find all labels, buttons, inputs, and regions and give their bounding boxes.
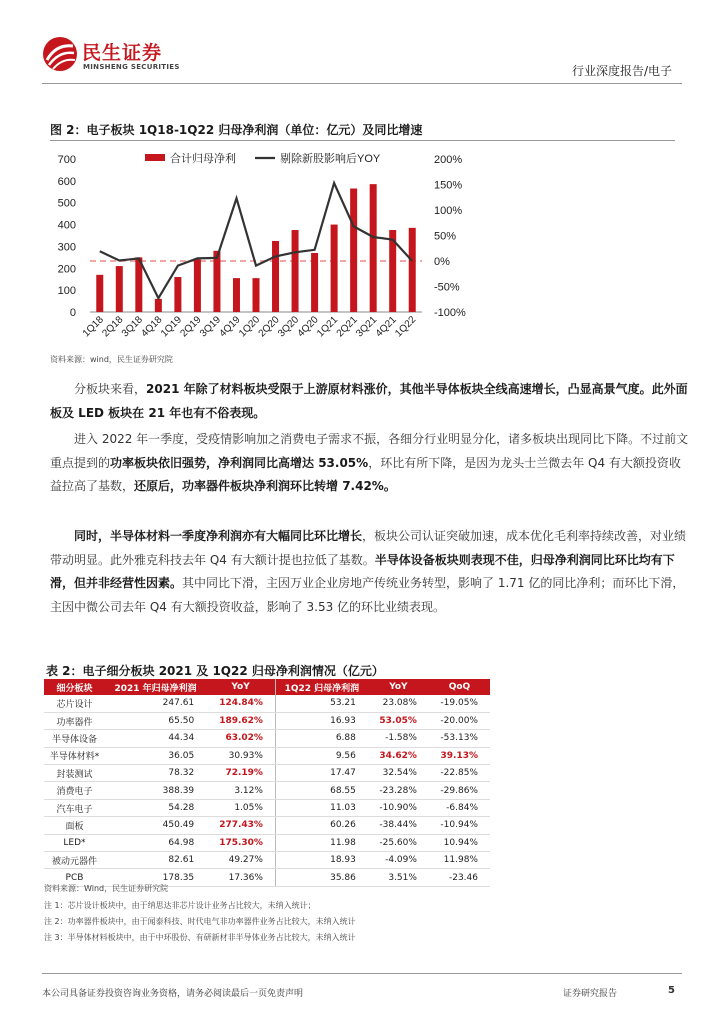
footer-label: 证券研究报告 xyxy=(563,989,618,999)
table-row xyxy=(44,765,490,782)
table-cell: -29.86% xyxy=(429,782,490,799)
table-cell: -4.09% xyxy=(368,852,429,869)
x-tick-label: 1Q22 xyxy=(393,314,419,340)
paragraph-run: 半导体设备板块则表现不佳，归母净利润同比环比均有下滑，但并非经营性因素。 xyxy=(50,552,675,590)
x-tick-label: 2Q20 xyxy=(256,314,282,340)
table-cell: 半导体材料* xyxy=(44,747,105,764)
right-axis-tick-label: 100% xyxy=(434,205,463,217)
logo-text-en: MINSHENG SECURITIES xyxy=(83,63,180,71)
table-cell: 11.03 xyxy=(275,799,367,816)
paragraph-run: 2021 年除了材料板块受限于上游原材料涨价，其他半导体板块全线高速增长，凸显高景气度。此外面板及 LED 板块在 21 年也有不俗表现。 xyxy=(50,382,688,420)
bar-4Q20 xyxy=(311,253,318,312)
table-cell: -23.46 xyxy=(429,869,490,886)
th-segment: 细分板块 xyxy=(44,679,105,695)
table-cell: 124.84% xyxy=(206,695,275,712)
paragraph-3 xyxy=(50,525,690,619)
table-cell: -19.05% xyxy=(429,695,490,712)
table-cell: 54.28 xyxy=(105,799,206,816)
table-cell: 175.30% xyxy=(206,834,275,851)
table-cell: 32.54% xyxy=(368,765,429,782)
table-cell: 汽车电子 xyxy=(44,799,105,816)
table-cell: 63.02% xyxy=(206,730,275,747)
table-cell: 53.21 xyxy=(275,695,367,712)
table-cell: -25.60% xyxy=(368,834,429,851)
profit-table xyxy=(44,679,490,887)
table-cell: 17.36% xyxy=(206,869,275,886)
paragraph-run: 功率板块依旧强势，净利润同比高增达 53.05% xyxy=(110,455,369,470)
left-axis-tick-label: 200 xyxy=(57,263,76,276)
th-profit-1q22: 1Q22 归母净利润 xyxy=(275,679,367,695)
profit-chart xyxy=(50,148,480,348)
table-cell: 53.05% xyxy=(368,712,429,729)
table-note-3: 注 3：半导体材料板块中，由于中环股份、有研新材非半导体业务占比较大，未纳入统计 xyxy=(44,933,356,942)
table-cell: 芯片设计 xyxy=(44,695,105,712)
table-cell: 277.43% xyxy=(206,817,275,834)
table-row xyxy=(44,817,490,834)
table-cell: 3.12% xyxy=(206,782,275,799)
x-tick-label: 3Q19 xyxy=(197,314,224,340)
figure-title-divider xyxy=(50,140,675,141)
legend-bar-swatch xyxy=(145,154,165,161)
table-cell: 68.55 xyxy=(275,782,367,799)
right-axis-tick-label: 200% xyxy=(434,154,463,166)
table-cell: 消费电子 xyxy=(44,782,105,799)
footer-divider xyxy=(42,973,682,974)
bar-2Q21 xyxy=(350,189,357,312)
left-axis-tick-label: 500 xyxy=(57,197,76,210)
page-header xyxy=(0,0,724,90)
table-row xyxy=(44,747,490,764)
x-tick-label: 4Q18 xyxy=(139,314,165,340)
table-cell: 49.27% xyxy=(206,852,275,869)
x-tick-label: 2Q19 xyxy=(178,314,204,340)
table-cell: 39.13% xyxy=(429,747,490,764)
bar-3Q19 xyxy=(213,251,220,312)
right-axis-tick-label: 150% xyxy=(434,179,463,192)
bar-1Q22 xyxy=(409,228,416,312)
table-row xyxy=(44,695,490,712)
left-axis-tick-label: 0 xyxy=(69,307,76,319)
right-axis-tick-label: -100% xyxy=(434,307,466,319)
paragraph-run: ，板块公司认证突破加速，成本优化毛利率持续改善，对业绩带动明显。此外雅克科技去年 Q4 有大额计提也拉低了基数。 xyxy=(50,529,687,567)
paragraph-1 xyxy=(50,378,690,425)
th-yoy-1q22: YoY xyxy=(368,679,429,695)
table-cell: 11.98 xyxy=(275,834,367,851)
x-tick-label: 2Q18 xyxy=(100,314,126,340)
x-tick-label: 1Q20 xyxy=(237,314,263,340)
table-cell: 被动元器件 xyxy=(44,852,105,869)
left-axis-tick-label: 700 xyxy=(57,154,76,166)
x-tick-label: 2Q21 xyxy=(334,314,360,340)
table-cell: 189.62% xyxy=(206,712,275,729)
table-cell: 450.49 xyxy=(105,817,206,834)
bar-4Q19 xyxy=(233,278,240,312)
table-note-2: 注 2：功率器件板块中，由于闻泰科技、时代电气非功率器件业务占比较大，未纳入统计 xyxy=(44,917,356,926)
table-header-row xyxy=(44,679,490,695)
table-row xyxy=(44,712,490,729)
logo-mark-icon xyxy=(42,36,78,72)
table-cell: PCB xyxy=(44,869,105,886)
table-cell: 1.05% xyxy=(206,799,275,816)
x-tick-label: 3Q18 xyxy=(119,314,145,340)
table-cell: 60.26 xyxy=(275,817,367,834)
table-cell: 18.93 xyxy=(275,852,367,869)
left-axis-tick-label: 100 xyxy=(57,285,76,298)
bar-1Q21 xyxy=(331,225,338,312)
bar-1Q18 xyxy=(96,275,103,312)
table-row xyxy=(44,799,490,816)
table-cell: -20.00% xyxy=(429,712,490,729)
paragraph-run: 分板块来看， xyxy=(74,382,147,396)
table-cell: 6.88 xyxy=(275,730,367,747)
bar-1Q20 xyxy=(253,278,260,312)
bar-1Q19 xyxy=(174,277,181,312)
footer-disclaimer: 本公司具备证券投资咨询业务资格，请务必阅读最后一页免责声明 xyxy=(42,989,304,999)
table-cell: 36.05 xyxy=(105,747,206,764)
table-cell: 247.61 xyxy=(105,695,206,712)
paragraph-run: 进入 2022 年一季度，受疫情影响加之消费电子需求不振，各细分行业明显分化，诸多板块出现同比下降。不过前文重点提到的 xyxy=(50,432,689,470)
x-tick-label: 3Q20 xyxy=(276,314,302,340)
page-number: 5 xyxy=(668,985,675,996)
table-cell: 72.19% xyxy=(206,765,275,782)
x-tick-label: 1Q21 xyxy=(315,314,341,340)
table-cell: 半导体设备 xyxy=(44,730,105,747)
paragraph-run: 还原后，功率器件板块净利润环比转增 7.42%。 xyxy=(134,479,396,493)
company-logo[interactable] xyxy=(42,36,202,78)
figure-title: 图 2：电子板块 1Q18-1Q22 归母净利润（单位：亿元）及同比增速 xyxy=(50,123,423,137)
table-cell: 388.39 xyxy=(105,782,206,799)
right-axis-tick-label: 50% xyxy=(434,230,457,243)
table-row xyxy=(44,782,490,799)
table-cell: 10.94% xyxy=(429,834,490,851)
table-cell: 11.98% xyxy=(429,852,490,869)
table-cell: -10.90% xyxy=(368,799,429,816)
paragraph-2 xyxy=(50,428,690,499)
right-axis-tick-label: 0% xyxy=(434,256,450,268)
x-tick-label: 3Q21 xyxy=(354,314,380,340)
x-tick-label: 4Q21 xyxy=(373,314,399,340)
bar-3Q20 xyxy=(292,230,299,312)
paragraph-run: ，环比有所下降，是因为龙头士兰微去年 Q4 有大额投资收益拉高了基数， xyxy=(50,455,681,493)
table-cell: 44.34 xyxy=(105,730,206,747)
table-cell: 64.98 xyxy=(105,834,206,851)
table-row xyxy=(44,730,490,747)
table-cell: 23.08% xyxy=(368,695,429,712)
table-cell: -53.13% xyxy=(429,730,490,747)
right-axis-tick-label: -50% xyxy=(434,281,460,294)
table-title: 表 2：电子细分板块 2021 及 1Q22 归母净利润情况（亿元） xyxy=(46,664,384,678)
th-yoy-2021: YoY xyxy=(206,679,275,695)
table-cell: 16.93 xyxy=(275,712,367,729)
left-axis-tick-label: 400 xyxy=(57,219,76,232)
legend-bar-label: 合计归母净利 xyxy=(170,153,236,165)
paragraph-run: 同时，半导体材料一季度净利润亦有大幅同比环比增长 xyxy=(74,529,363,543)
table-cell: -10.94% xyxy=(429,817,490,834)
figure-source: 资料来源：wind，民生证券研究院 xyxy=(50,355,173,364)
bar-2Q18 xyxy=(116,266,123,312)
table-cell: 17.47 xyxy=(275,765,367,782)
left-axis-tick-label: 300 xyxy=(57,241,76,254)
table-cell: 面板 xyxy=(44,817,105,834)
table-cell: 178.35 xyxy=(105,869,206,886)
table-note-1: 注 1：芯片设计板块中，由于纳思达非芯片设计业务占比较大，未纳入统计； xyxy=(44,901,316,910)
table-cell: -6.84% xyxy=(429,799,490,816)
bar-2Q20 xyxy=(272,241,279,312)
table-cell: -38.44% xyxy=(368,817,429,834)
table-cell: -23.28% xyxy=(368,782,429,799)
bar-2Q19 xyxy=(194,260,201,312)
legend-line-label: 剔除新股影响后YOY xyxy=(280,153,381,165)
table-cell: 9.56 xyxy=(275,747,367,764)
table-cell: 82.61 xyxy=(105,852,206,869)
table-cell: 3.51% xyxy=(368,869,429,886)
table-cell: 封装测试 xyxy=(44,765,105,782)
bar-4Q18 xyxy=(155,299,162,312)
header-divider xyxy=(42,83,682,84)
report-category: 行业深度报告/电子 xyxy=(571,64,672,78)
table-cell: -22.85% xyxy=(429,765,490,782)
x-tick-label: 4Q20 xyxy=(295,314,321,340)
th-qoq-1q22: QoQ xyxy=(429,679,490,695)
table-row xyxy=(44,852,490,869)
table-row xyxy=(44,834,490,851)
table-cell: 78.32 xyxy=(105,765,206,782)
x-tick-label: 4Q19 xyxy=(217,314,243,340)
table-cell: LED* xyxy=(44,834,105,851)
x-tick-label: 1Q19 xyxy=(158,314,185,340)
bar-3Q21 xyxy=(370,184,377,312)
th-profit-2021: 2021 年归母净利润 xyxy=(105,679,206,695)
x-tick-label: 1Q18 xyxy=(80,314,106,340)
table-cell: 30.93% xyxy=(206,747,275,764)
table-source: 资料来源：Wind，民生证券研究院 xyxy=(44,884,169,893)
table-cell: 35.86 xyxy=(275,869,367,886)
paragraph-run: 其中同比下滑，主因万业企业房地产传统业务转型，影响了 1.71 亿的同比净利；而环比下滑，主因中微公司去年 Q4 有大额投资收益，影响了 3.53 亿的环比业绩表现。 xyxy=(50,576,685,614)
table-cell: 功率器件 xyxy=(44,712,105,729)
table-cell: 34.62% xyxy=(368,747,429,764)
logo-text-cn: 民生证券 xyxy=(82,42,163,64)
table-cell: -1.58% xyxy=(368,730,429,747)
table-cell: 65.50 xyxy=(105,712,206,729)
left-axis-tick-label: 600 xyxy=(57,175,76,188)
